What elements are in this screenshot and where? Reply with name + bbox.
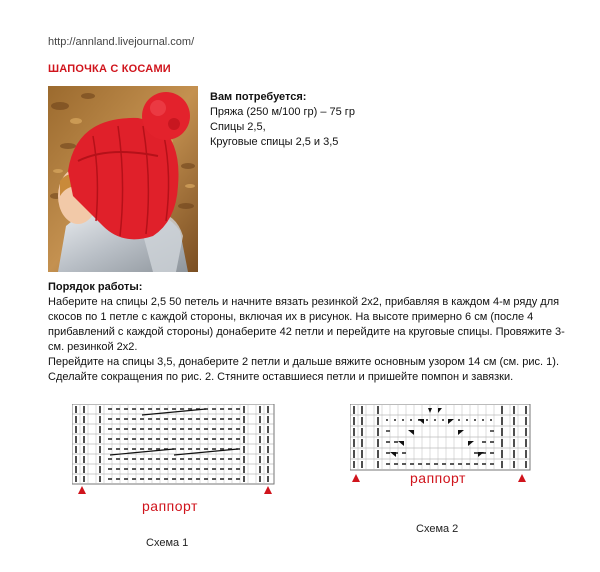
scheme-2-repeat-label: раппорт	[410, 470, 466, 486]
knitted-hat-photo	[48, 86, 198, 272]
procedure-heading: Порядок работы:	[48, 281, 143, 293]
source-url: http://annland.livejournal.com/	[48, 36, 195, 48]
scheme-1-caption: Схема 1	[146, 537, 189, 549]
page-title: ШАПОЧКА С КОСАМИ	[48, 63, 171, 75]
requirement-item: Круговые спицы 2,5 и 3,5	[210, 136, 339, 148]
procedure-block	[48, 280, 578, 385]
requirement-item: Пряжа (250 м/100 гр) – 75 гр	[210, 106, 355, 118]
scheme-1-grid	[72, 404, 278, 496]
scheme-2	[350, 404, 532, 504]
scheme-2-caption: Схема 2	[416, 523, 459, 535]
requirements-heading: Вам потребуется:	[210, 91, 307, 103]
requirements-block	[210, 90, 355, 150]
scheme-1-repeat-label: раппорт	[142, 498, 198, 514]
procedure-paragraph: Наберите на спицы 2,5 50 петель и начните вязать резинкой 2х2, прибавляя в каждом 4-м ряду для скосов по 1 петле с каждой стороны, включая их в рисунок. На высоте примерно 6 см (после 4 прибавлений с каждой стороны) донаберите 42 петли и перейдите на круговые спицы. Провяжите 3- см. резинкой 2х2.	[48, 296, 565, 353]
procedure-paragraph: Перейдите на спицы 3,5, донаберите 2 петли и дальше вяжите основным узором 14 см (см. рис. 1). Сделайте сокращения по рис. 2. Стяните оставшиеся петли и пришейте помпон и завязки.	[48, 356, 560, 383]
scheme-1	[72, 404, 278, 528]
requirement-item: Спицы 2,5,	[210, 121, 266, 133]
